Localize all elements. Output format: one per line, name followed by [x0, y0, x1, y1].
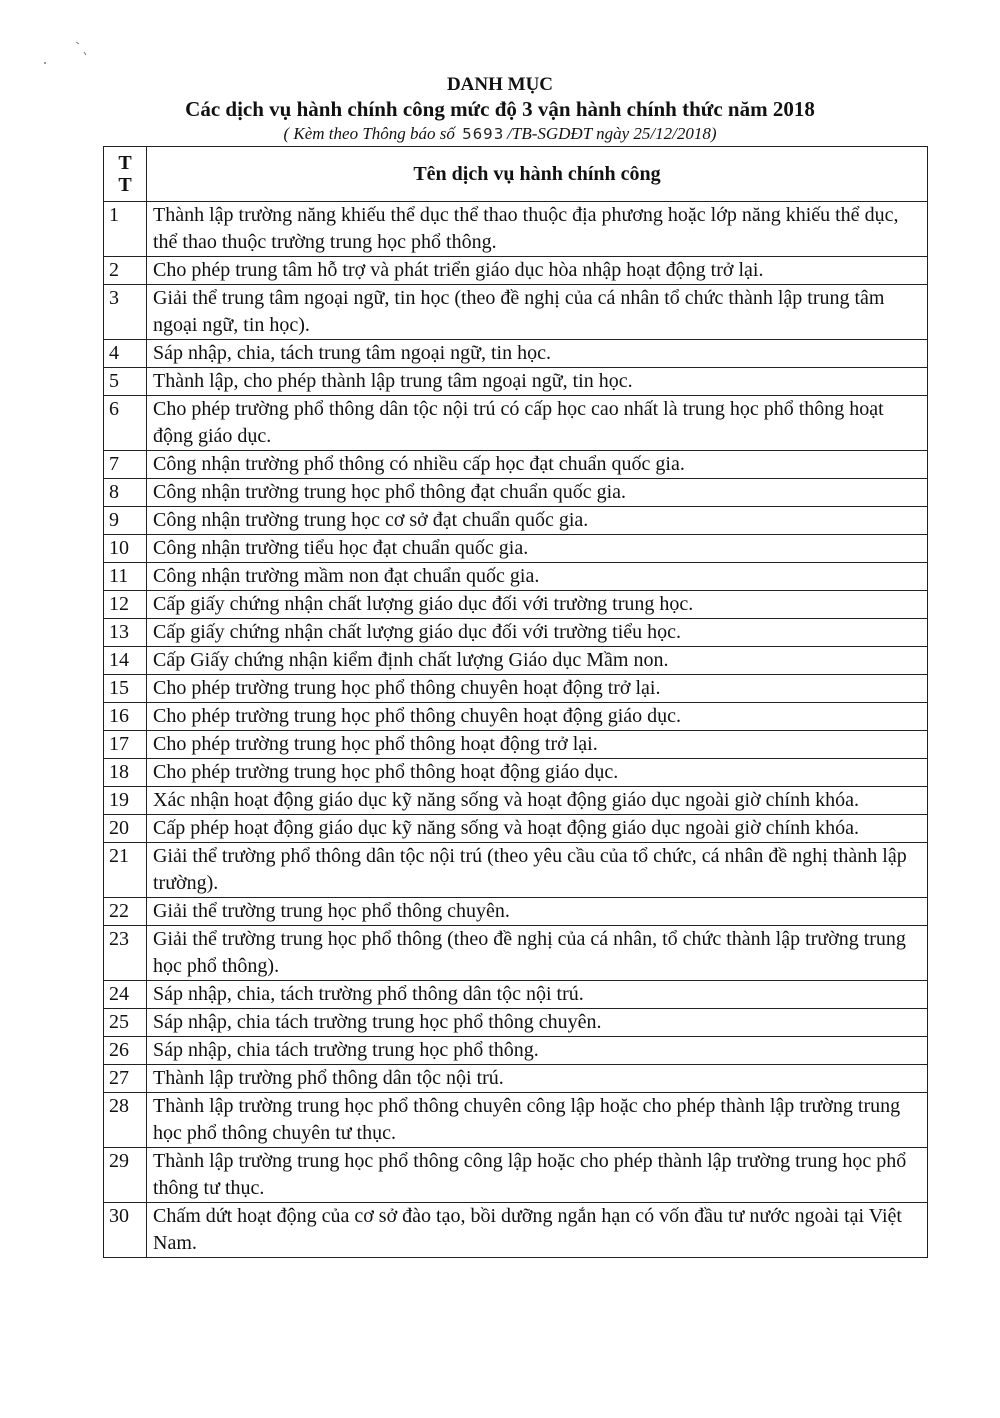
table-row [104, 675, 928, 703]
row-number: 18 [104, 759, 147, 787]
table-row [104, 202, 928, 257]
service-name: Sáp nhập, chia tách trường trung học phổ thông chuyên. [147, 1009, 928, 1037]
table-row [104, 759, 928, 787]
row-number: 11 [104, 563, 147, 591]
row-number: 19 [104, 787, 147, 815]
row-number: 2 [104, 257, 147, 285]
row-number: 4 [104, 340, 147, 368]
table-row [104, 1093, 928, 1148]
service-name: Chấm dứt hoạt động của cơ sở đào tạo, bồi dưỡng ngắn hạn có vốn đầu tư nước ngoài tại Việt Nam. [147, 1203, 928, 1258]
row-number: 15 [104, 675, 147, 703]
table-row [104, 703, 928, 731]
row-number: 25 [104, 1009, 147, 1037]
service-name: Cho phép trường trung học phổ thông chuyên hoạt động trở lại. [147, 675, 928, 703]
table-row [104, 981, 928, 1009]
service-name: Thành lập trường trung học phổ thông chuyên công lập hoặc cho phép thành lập trường trung học phổ thông chuyên tư thục. [147, 1093, 928, 1148]
table-row [104, 787, 928, 815]
row-number: 14 [104, 647, 147, 675]
table-row [104, 815, 928, 843]
service-name: Thành lập trường phổ thông dân tộc nội trú. [147, 1065, 928, 1093]
row-number: 1 [104, 202, 147, 257]
row-number: 12 [104, 591, 147, 619]
table-row [104, 1037, 928, 1065]
table-row [104, 1203, 928, 1258]
row-number: 17 [104, 731, 147, 759]
row-number: 28 [104, 1093, 147, 1148]
table-row [104, 926, 928, 981]
service-name: Thành lập trường trung học phổ thông công lập hoặc cho phép thành lập trường trung học phổ thông tư thục. [147, 1148, 928, 1203]
table-row [104, 368, 928, 396]
reference-suffix: /TB-SGDĐT ngày 25/12/2018) [507, 124, 717, 143]
table-row [104, 591, 928, 619]
service-name: Cho phép trung tâm hỗ trợ và phát triển giáo dục hòa nhập hoạt động trở lại. [147, 257, 928, 285]
service-name: Thành lập trường năng khiếu thể dục thể thao thuộc địa phương hoặc lớp năng khiếu thể dục, thể thao thuộc trường trung học phổ thông. [147, 202, 928, 257]
header-service-name: Tên dịch vụ hành chính công [147, 147, 928, 202]
table-row [104, 731, 928, 759]
row-number: 21 [104, 843, 147, 898]
row-number: 20 [104, 815, 147, 843]
table-row [104, 1065, 928, 1093]
row-number: 8 [104, 479, 147, 507]
row-number: 10 [104, 535, 147, 563]
service-name: Giải thể trung tâm ngoại ngữ, tin học (theo đề nghị của cá nhân tổ chức thành lập trung tâm ngoại ngữ, tin học). [147, 285, 928, 340]
services-table [103, 146, 928, 1258]
document-title: DANH MỤC [446, 74, 554, 95]
document-header [0, 73, 1000, 145]
row-number: 27 [104, 1065, 147, 1093]
row-number: 30 [104, 1203, 147, 1258]
table-row [104, 396, 928, 451]
row-number: 9 [104, 507, 147, 535]
row-number: 6 [104, 396, 147, 451]
row-number: 29 [104, 1148, 147, 1203]
row-number: 16 [104, 703, 147, 731]
service-name: Công nhận trường mầm non đạt chuẩn quốc gia. [147, 563, 928, 591]
table-row [104, 451, 928, 479]
table-row [104, 507, 928, 535]
service-name: Thành lập, cho phép thành lập trung tâm ngoại ngữ, tin học. [147, 368, 928, 396]
table-row [104, 257, 928, 285]
service-name: Cấp phép hoạt động giáo dục kỹ năng sống và hoạt động giáo dục ngoài giờ chính khóa. [147, 815, 928, 843]
row-number: 13 [104, 619, 147, 647]
service-name: Sáp nhập, chia tách trường trung học phổ thông. [147, 1037, 928, 1065]
table-row [104, 843, 928, 898]
service-name: Công nhận trường phổ thông có nhiều cấp học đạt chuẩn quốc gia. [147, 451, 928, 479]
table-row [104, 1148, 928, 1203]
handwritten-reference-number: 5693 [462, 125, 505, 143]
document-subtitle: Các dịch vụ hành chính công mức độ 3 vận hành chính thức năm 2018 [185, 97, 815, 121]
row-number: 5 [104, 368, 147, 396]
table-row [104, 898, 928, 926]
service-name: Cho phép trường trung học phổ thông hoạt động trở lại. [147, 731, 928, 759]
service-name: Giải thể trường phổ thông dân tộc nội trú (theo yêu cầu của tổ chức, cá nhân đề nghị thành lập trường). [147, 843, 928, 898]
row-number: 7 [104, 451, 147, 479]
service-name: Công nhận trường trung học cơ sở đạt chuẩn quốc gia. [147, 507, 928, 535]
reference-prefix: ( Kèm theo Thông báo số [283, 124, 455, 143]
table-header-row [104, 147, 928, 202]
table-row [104, 285, 928, 340]
row-number: 23 [104, 926, 147, 981]
service-name: Cho phép trường trung học phổ thông hoạt động giáo dục. [147, 759, 928, 787]
table-row [104, 647, 928, 675]
service-name: Cấp giấy chứng nhận chất lượng giáo dục đối với trường tiểu học. [147, 619, 928, 647]
table-row [104, 563, 928, 591]
service-name: Công nhận trường tiểu học đạt chuẩn quốc gia. [147, 535, 928, 563]
service-name: Cấp Giấy chứng nhận kiểm định chất lượng Giáo dục Mầm non. [147, 647, 928, 675]
table-row [104, 479, 928, 507]
service-name: Cấp giấy chứng nhận chất lượng giáo dục đối với trường trung học. [147, 591, 928, 619]
service-name: Sáp nhập, chia, tách trường phổ thông dân tộc nội trú. [147, 981, 928, 1009]
row-number: 22 [104, 898, 147, 926]
table-row [104, 1009, 928, 1037]
document-reference [0, 123, 1000, 145]
service-name: Cho phép trường phổ thông dân tộc nội trú có cấp học cao nhất là trung học phổ thông hoạt động giáo dục. [147, 396, 928, 451]
row-number: 24 [104, 981, 147, 1009]
row-number: 26 [104, 1037, 147, 1065]
service-name: Công nhận trường trung học phổ thông đạt chuẩn quốc gia. [147, 479, 928, 507]
table-row [104, 535, 928, 563]
service-name: Xác nhận hoạt động giáo dục kỹ năng sống và hoạt động giáo dục ngoài giờ chính khóa. [147, 787, 928, 815]
header-tt: T T [104, 147, 147, 202]
table-row [104, 619, 928, 647]
row-number: 3 [104, 285, 147, 340]
service-name: Cho phép trường trung học phổ thông chuyên hoạt động giáo dục. [147, 703, 928, 731]
service-name: Sáp nhập, chia, tách trung tâm ngoại ngữ, tin học. [147, 340, 928, 368]
table-row [104, 340, 928, 368]
service-name: Giải thể trường trung học phổ thông chuyên. [147, 898, 928, 926]
service-name: Giải thể trường trung học phổ thông (theo đề nghị của cá nhân, tổ chức thành lập trường trung học phổ thông). [147, 926, 928, 981]
